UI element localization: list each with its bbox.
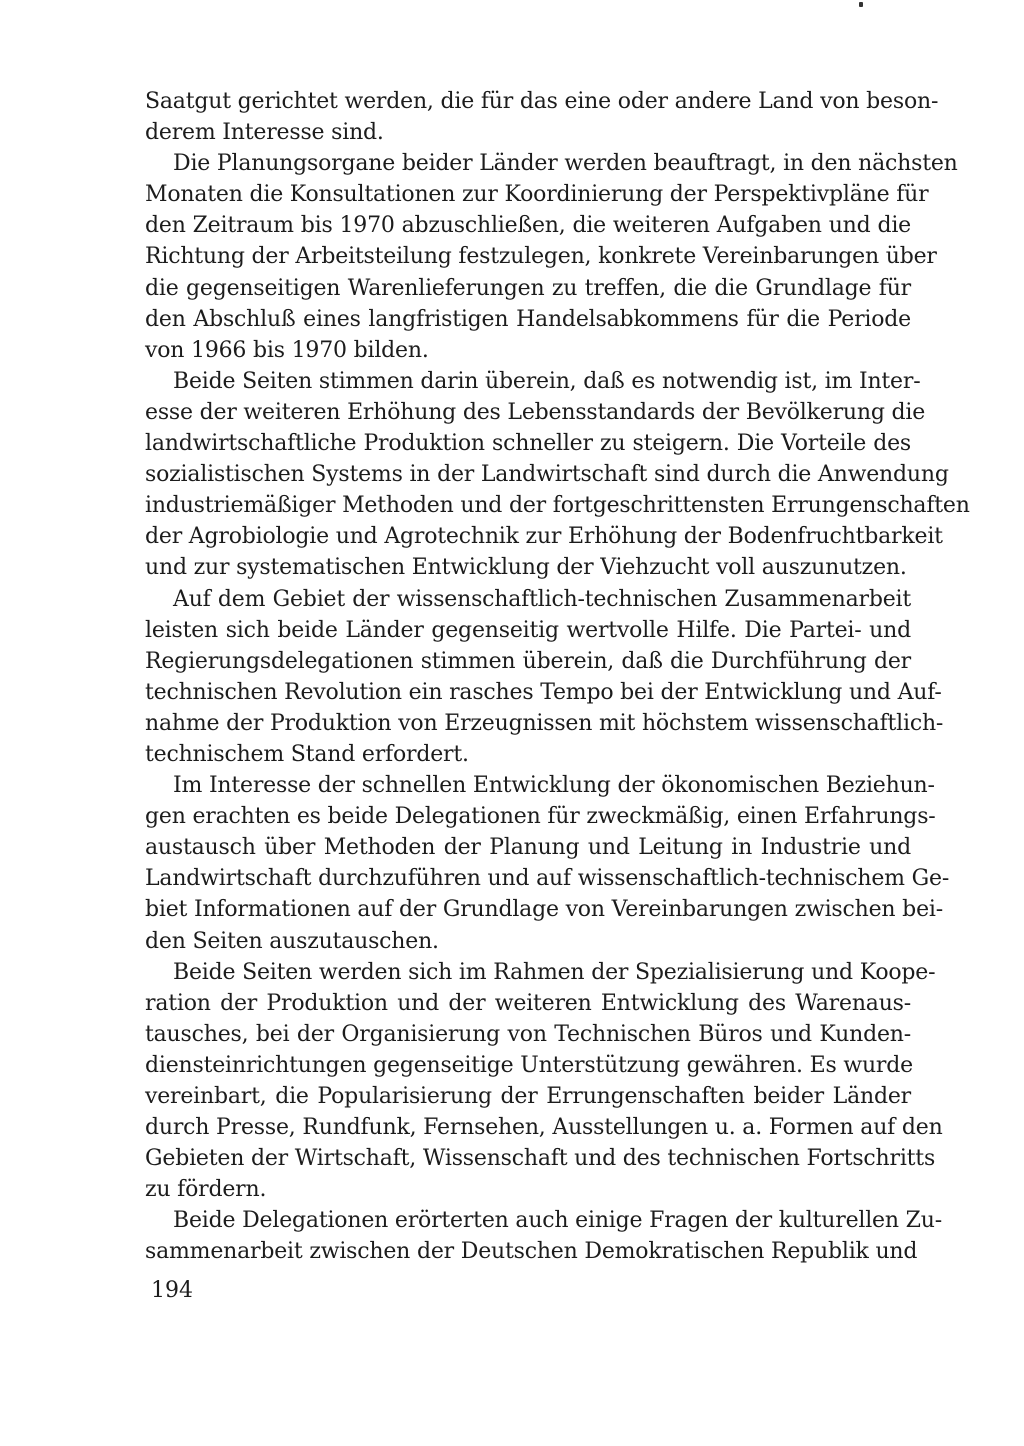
paragraph	[145, 1205, 942, 1267]
text-line: die gegenseitigen Warenlieferungen zu treffen, die die Grundlage für	[145, 275, 911, 301]
text-line: vereinbart, die Popularisierung der Errungenschaften beider Länder	[145, 1084, 911, 1109]
text-line: durch Presse, Rundfunk, Fernsehen, Ausstellungen u. a. Formen auf den	[145, 1115, 943, 1141]
text-line: Saatgut gerichtet werden, die für das eine oder andere Land von beson-	[145, 89, 939, 114]
paragraph	[145, 770, 950, 957]
paragraph	[145, 366, 970, 584]
text-line: und zur systematischen Entwicklung der Viehzucht voll auszunutzen.	[145, 555, 907, 581]
paragraph	[145, 957, 943, 1206]
body-text	[145, 86, 970, 1268]
paragraph	[145, 86, 939, 148]
text-line: nahme der Produktion von Erzeugnissen mit höchstem wissenschaftlich-	[145, 710, 944, 736]
text-line: Beide Delegationen erörterten auch einige Fragen der kulturellen Zu-	[173, 1208, 942, 1234]
text-line: austausch über Methoden der Planung und Leitung in Industrie und	[145, 835, 911, 861]
text-line: industriemäßiger Methoden und der fortgeschrittensten Errungenschaften	[145, 493, 970, 519]
text-line: den Abschluß eines langfristigen Handelsabkommens für die Periode	[145, 306, 911, 332]
text-line: ration der Produktion und der weiteren Entwicklung des Warenaus-	[145, 990, 911, 1016]
text-line: den Seiten auszutauschen.	[145, 928, 439, 954]
text-line: Monaten die Konsultationen zur Koordinierung der Perspektivpläne für	[145, 182, 929, 208]
text-line: sozialistischen Systems in der Landwirtschaft sind durch die Anwendung	[145, 462, 949, 488]
text-line: technischen Revolution ein rasches Tempo bei der Entwicklung und Auf-	[145, 679, 942, 705]
text-line: diensteinrichtungen gegenseitige Unterstützung gewähren. Es wurde	[145, 1052, 913, 1078]
text-line: Beide Seiten werden sich im Rahmen der Spezialisierung und Koope-	[173, 959, 936, 985]
text-line: sammenarbeit zwischen der Deutschen Demokratischen Republik und	[145, 1239, 918, 1265]
text-line: den Zeitraum bis 1970 abzuschließen, die weiteren Aufgaben und die	[145, 213, 911, 239]
text-line: Im Interesse der schnellen Entwicklung der ökonomischen Beziehun-	[173, 773, 935, 799]
text-line: technischem Stand erfordert.	[145, 741, 469, 767]
text-line: derem Interesse sind.	[145, 120, 384, 146]
text-line: der Agrobiologie und Agrotechnik zur Erhöhung der Bodenfruchtbarkeit	[145, 524, 943, 550]
text-line: Die Planungsorgane beider Länder werden beauftragt, in den nächsten	[173, 151, 958, 177]
text-line: esse der weiteren Erhöhung des Lebensstandards der Bevölkerung die	[145, 399, 926, 425]
paragraph	[145, 148, 958, 366]
text-line: Regierungsdelegationen stimmen überein, daß die Durchführung der	[145, 648, 911, 674]
text-line: Richtung der Arbeitsteilung festzulegen, konkrete Vereinbarungen über	[145, 244, 937, 270]
print-mark	[859, 2, 863, 7]
text-line: Auf dem Gebiet der wissenschaftlich-technischen Zusammenarbeit	[173, 586, 911, 612]
text-line: Landwirtschaft durchzuführen und auf wissenschaftlich-technischem Ge-	[145, 866, 950, 892]
text-line: von 1966 bis 1970 bilden.	[145, 337, 429, 363]
paragraph	[145, 584, 944, 771]
text-line: landwirtschaftliche Produktion schneller zu steigern. Die Vorteile des	[145, 431, 911, 457]
text-line: leisten sich beide Länder gegenseitig wertvolle Hilfe. Die Partei- und	[145, 617, 911, 643]
text-line: Gebieten der Wirtschaft, Wissenschaft und des technischen Fortschritts	[145, 1146, 936, 1172]
text-line: biet Informationen auf der Grundlage von Vereinbarungen zwischen bei-	[145, 897, 943, 923]
text-line: zu fördern.	[145, 1177, 267, 1203]
page-number: 194	[151, 1278, 193, 1303]
text-line: tausches, bei der Organisierung von Technischen Büros und Kunden-	[145, 1021, 911, 1047]
text-line: gen erachten es beide Delegationen für zweckmäßig, einen Erfahrungs-	[145, 804, 936, 830]
text-line: Beide Seiten stimmen darin überein, daß es notwendig ist, im Inter-	[173, 368, 921, 394]
